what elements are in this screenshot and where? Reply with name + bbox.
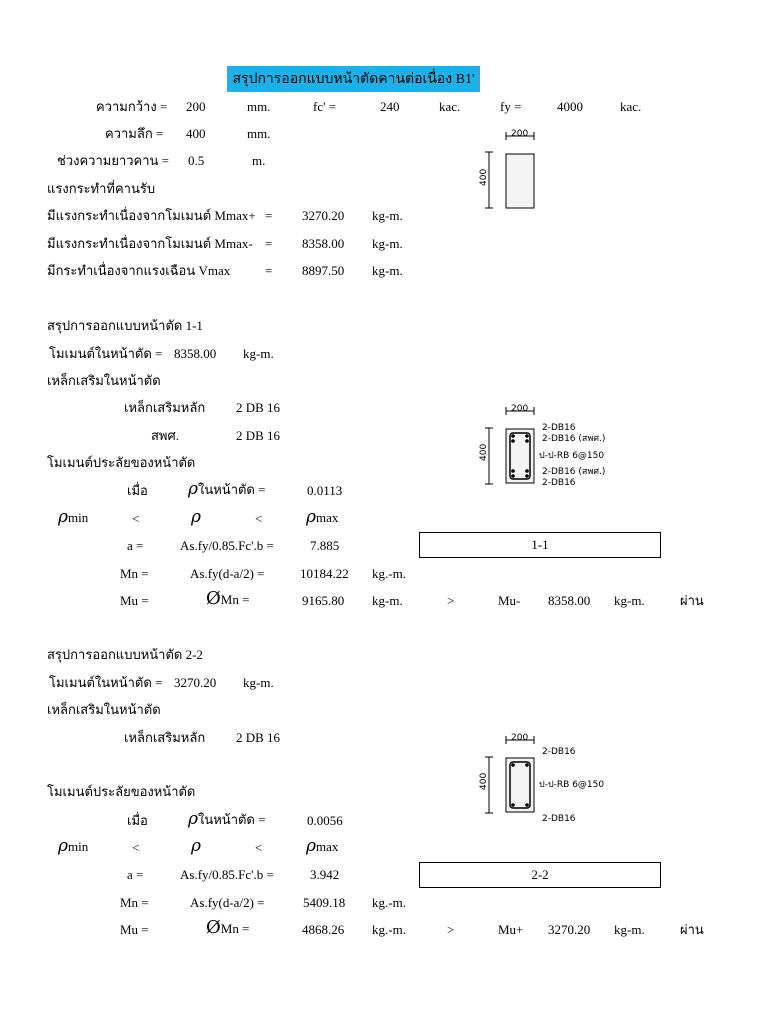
s2-rho-min: ρmin [58,836,89,856]
s1-mu-formula-row: ØMn = [206,588,250,609]
width-label: ความกว้าง = [96,99,168,114]
s1-rebar-diagram [478,401,658,491]
s2-rebar-heading: เหล็กเสริมในหน้าตัด [47,702,161,717]
dim-width-label: 200 [511,404,529,414]
s1-rho-label: ในหน้าตัด = [198,482,266,497]
rebar-dot [525,439,529,443]
s2-lt: < [132,840,140,855]
load-value: 3270.20 [302,208,345,223]
s1-rho-max: ρmax [306,507,339,527]
s1-rho-row [188,481,265,498]
fy-label: fy = [500,99,522,114]
rebar-label: 2-DB16 [542,814,576,824]
s2-mu-label: Mu = [120,922,149,937]
fy-unit: kac. [620,99,642,114]
width-value: 200 [186,99,206,114]
s1-mn-unit: kg.-m. [372,566,406,581]
load-unit: kg-m. [372,263,403,278]
s1-rho-min: ρmin [58,507,89,527]
depth-unit: mm. [247,126,271,141]
s1-lt: < [255,511,263,526]
s2-main-label: เหล็กเสริมหลัก [124,730,206,745]
s1-rho-value: 0.0113 [307,483,343,498]
dim-height-label: 400 [479,772,489,790]
s2-result-badge: ผ่าน [680,922,704,937]
load-label: มีกระทำเนื่องจากแรงเฉือน Vmax [47,263,231,278]
rebar-label: 2-DB16 [542,423,576,433]
s2-a-label: a = [127,867,144,882]
rho-icon: ρ [58,836,68,856]
s2-mu-ref-value: 3270.20 [548,922,591,937]
s2-heading: สรุปการออกแบบหน้าตัด 2-2 [47,647,203,662]
s1-mu-ref: Mu- [498,593,521,608]
rebar-dot [511,439,515,443]
load-label: มีแรงกระทำเนื่องจากโมเมนต์ Mmax- [47,236,253,251]
s2-rho-row [188,811,265,828]
fc-unit: kac. [439,99,461,114]
dim-height-label: 400 [479,443,489,461]
load-label: มีแรงกระทำเนื่องจากโมเมนต์ Mmax+ [47,208,256,223]
s2-section-box: 2-2 [419,862,661,888]
load-value: 8358.00 [302,236,345,251]
rebar-dot [511,434,515,438]
dim-width-label: 200 [511,129,529,139]
s1-sps-label: สพศ. [151,428,180,443]
load-unit: kg-m. [372,208,403,223]
s1-mn-label: Mn = [120,566,149,581]
rebar-dot [511,474,515,478]
s1-mu-ref-unit: kg-m. [614,593,645,608]
s1-when: เมื่อ [127,483,148,498]
width-unit: mm. [247,99,271,114]
s1-mu-value: 9165.80 [302,593,345,608]
load-eq: = [265,263,273,278]
phi-icon: Ø [206,588,221,609]
rebar-dot [511,763,515,767]
fc-value: 240 [380,99,400,114]
s1-main-label: เหล็กเสริมหลัก [124,400,206,415]
s1-mu-ref-value: 8358.00 [548,593,591,608]
rebar-label: 2-DB16 [542,478,576,488]
s1-heading: สรุปการออกแบบหน้าตัด 1-1 [47,318,203,333]
s2-when: เมื่อ [127,813,148,828]
s2-mn-label: Mn = [120,895,149,910]
phi-icon: Ø [206,917,221,938]
s1-mn-value: 10184.22 [300,566,349,581]
s2-cap-heading: โมเมนต์ประลัยของหน้าตัด [47,784,196,799]
span-label: ช่วงความยาวคาน = [57,153,170,168]
rebar-dot [511,469,515,473]
rebar-label: 2-DB16 [542,747,576,757]
fc-label: fc' = [313,99,337,114]
s1-a-value: 7.885 [310,538,340,553]
span-unit: m. [252,153,266,168]
depth-value: 400 [186,126,206,141]
s1-a-label: a = [127,538,144,553]
rebar-dot [525,474,529,478]
rho-icon: ρ [191,836,201,856]
rebar-label: 2-DB16 (สพศ.) [542,434,606,444]
s2-rho-value: 0.0056 [307,813,343,828]
dim-width-label: 200 [511,733,529,743]
rebar-dot [525,803,529,807]
rho-icon: ρ [306,836,316,856]
s1-lt: < [132,511,140,526]
rebar-label: ป-ป-RB 6@150 [539,451,605,461]
s1-result-badge: ผ่าน [680,593,704,608]
rebar-label: 2-DB16 (สพศ.) [542,467,606,477]
rho-icon: ρ [188,809,198,829]
s2-moment-value: 3270.20 [174,675,217,690]
rho-icon: ρ [188,479,198,499]
s2-a-value: 3.942 [310,867,340,882]
s1-main-value: 2 DB 16 [236,400,281,415]
page-title: สรุปการออกแบบหน้าตัดคานต่อเนื่อง B1' [227,66,480,92]
s2-main-value: 2 DB 16 [236,730,281,745]
loads-heading: แรงกระทำที่คานรับ [47,181,156,196]
s1-moment-label: โมเมนต์ในหน้าตัด = [49,346,163,361]
s2-moment-unit: kg-m. [243,675,274,690]
span-value: 0.5 [188,153,205,168]
s2-gt: > [447,922,455,937]
rebar-dot [525,763,529,767]
s2-mu-formula-row: ØMn = [206,917,250,938]
s1-mu-label: Mu = [120,593,149,608]
s2-mu-ref: Mu+ [498,922,524,937]
s2-mn-formula: As.fy(d-a/2) = [190,895,265,910]
dim-height-label: 400 [479,168,489,186]
s2-rho-label: ในหน้าตัด = [198,812,266,827]
fy-value: 4000 [557,99,583,114]
s2-mn-value: 5409.18 [303,895,346,910]
load-unit: kg-m. [372,236,403,251]
s2-rho-max: ρmax [306,836,339,856]
rho-icon: ρ [306,507,316,527]
s2-a-formula: As.fy/0.85.Fc'.b = [180,867,274,882]
load-eq: = [265,236,273,251]
s1-cap-heading: โมเมนต์ประลัยของหน้าตัด [47,455,196,470]
s2-mu-unit: kg.-m. [372,922,406,937]
rebar-label: ป-ป-RB 6@150 [539,780,605,790]
s1-rho [191,509,201,526]
load-eq: = [265,208,273,223]
rebar-dot [525,434,529,438]
s1-section-box: 1-1 [419,532,661,558]
load-value: 8897.50 [302,263,345,278]
s2-rho [191,838,201,855]
s1-mn-formula: As.fy(d-a/2) = [190,566,265,581]
beam-outline [506,154,534,208]
s2-lt: < [255,840,263,855]
s1-moment-value: 8358.00 [174,346,217,361]
rebar-dot [525,469,529,473]
s2-mu-ref-unit: kg-m. [614,922,645,937]
s1-rebar-heading: เหล็กเสริมในหน้าตัด [47,373,161,388]
s2-mn-unit: kg.-m. [372,895,406,910]
s2-moment-label: โมเมนต์ในหน้าตัด = [49,675,163,690]
rho-icon: ρ [58,507,68,527]
s2-rebar-diagram [478,730,658,825]
rho-icon: ρ [191,507,201,527]
s1-moment-unit: kg-m. [243,346,274,361]
rebar-dot [511,803,515,807]
s1-a-formula: As.fy/0.85.Fc'.b = [180,538,274,553]
s2-mu-value: 4868.26 [302,922,345,937]
s1-mu-unit: kg-m. [372,593,403,608]
depth-label: ความลึก = [105,126,164,141]
s1-sps-value: 2 DB 16 [236,428,281,443]
s1-gt: > [447,593,455,608]
beam-section-diagram [478,128,548,213]
